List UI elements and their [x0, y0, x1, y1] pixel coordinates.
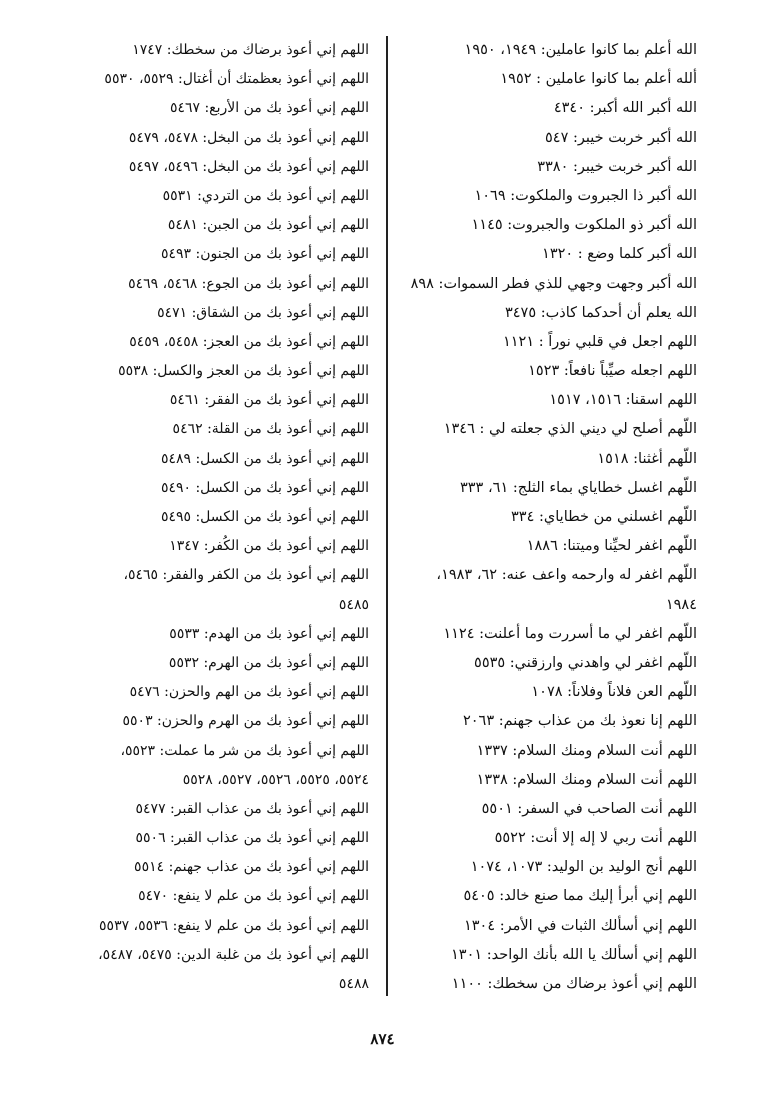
index-entry: الله أكبر وجهت وجهي للذي فطر السموات: ٨٩٨: [410, 275, 697, 292]
index-entry: اللهم اجعل في قلبي نوراً : ١١٢١: [502, 333, 697, 350]
index-entry: اللهم أنت السلام ومنك السلام: ١٣٣٨: [476, 771, 697, 788]
index-entry: اللّهم اغفر لي واهدني وارزقني: ٥٥٣٥: [474, 654, 697, 671]
index-entry: اللهم إني أعوذ بك من عذاب القبر: ٥٥٠٦: [135, 830, 369, 847]
index-entry: اللهم إني أعوذ بك من الفقر: ٥٤٦١: [169, 392, 369, 409]
index-entry: اللهم إني أعوذ بك من عذاب القبر: ٥٤٧٧: [135, 800, 369, 817]
index-entry: اللهم إني أبرأ إليك مما صنع خالد: ٥٤٠٥: [463, 888, 697, 905]
index-entry: اللهم إني أعوذ بك من الكسل: ٥٤٨٩: [160, 450, 369, 467]
column-divider: [386, 36, 388, 996]
index-entry: اللهم إني أعوذ بك من القلة: ٥٤٦٢: [172, 421, 369, 438]
index-column-left: [39, 36, 369, 999]
index-entry: اللهم إني أعوذ بك من العجز: ٥٤٥٨، ٥٤٥٩: [129, 333, 369, 350]
index-entry: الله أكبر ذا الجبروت والملكوت: ١٠٦٩: [474, 187, 697, 204]
index-entry: اللّهم أغثنا: ١٥١٨: [597, 450, 697, 467]
index-entry: اللهم أنج الوليد بن الوليد: ١٠٧٣، ١٠٧٤: [470, 859, 697, 876]
index-entry: اللّهم اغسل خطاياي بماء الثلج: ٦١، ٣٣٣: [459, 479, 697, 496]
page-number: ٨٧٤: [370, 1030, 395, 1048]
index-entry: اللهم إني أعوذ بك من الكسل: ٥٤٩٥: [160, 509, 369, 525]
index-entry: اللهم إني أعوذ بك من الهرم والحزن: ٥٥٠٣: [122, 713, 369, 730]
index-entry: اللهم أنت الصاحب في السفر: ٥٥٠١: [481, 800, 697, 817]
index-entry: اللهم إني أعوذ بك من علم لا ينفع: ٥٤٧٠: [138, 888, 369, 905]
index-entry: اللهم إني أعوذ بك من الهدم: ٥٥٣٣: [169, 625, 369, 642]
index-entry: الله أعلم بما كانوا عاملين: ١٩٤٩، ١٩٥٠: [464, 42, 697, 58]
index-entry: اللهم إني أعوذ بك من الجوع: ٥٤٦٨، ٥٤٦٩: [128, 275, 369, 292]
index-entry: اللهم إني أعوذ بك من الكسل: ٥٤٩٠: [160, 479, 369, 496]
index-entry: اللهم إني أعوذ بك من الجنون: ٥٤٩٣: [160, 246, 369, 263]
index-entry: ١٩٨٤: [665, 596, 697, 613]
index-entry: ألله أعلم بما كانوا عاملين : ١٩٥٢: [500, 71, 697, 88]
index-entry: اللّهم أصلح لي ديني الذي جعلته لي : ١٣٤٦: [443, 421, 697, 438]
index-entry: ٥٥٢٤، ٥٥٢٥، ٥٥٢٦، ٥٥٢٧، ٥٥٢٨: [182, 771, 369, 788]
index-entry: الله أكبر كلما وضع : ١٣٢٠: [542, 246, 697, 263]
index-entry: اللهم إني أسألك يا الله بأنك الواحد: ١٣٠١: [451, 946, 697, 963]
index-entry: الله أكبر الله أكبر: ٤٣٤٠: [553, 100, 697, 117]
index-entry: اللهم إني أعوذ بك من الجبن: ٥٤٨١: [167, 217, 369, 234]
index-entry: الله أكبر خربت خيبر: ٣٣٨٠: [537, 158, 697, 175]
index-entry: الله يعلم أن أحدكما كاذب: ٣٤٧٥: [504, 304, 697, 321]
index-entry: الله أكبر ذو الملكوت والجبروت: ١١٤٥: [471, 217, 697, 234]
index-column-right: [385, 36, 697, 999]
index-entry: اللهم أنت السلام ومنك السلام: ١٣٣٧: [476, 742, 697, 759]
index-entry: اللهم إني أعوذ بك من العجز والكسل: ٥٥٣٨: [118, 363, 369, 380]
index-entry: اللّهم اغفر لحيِّنا وميتنا: ١٨٨٦: [526, 538, 697, 555]
index-entry: اللهم إني أعوذ بك من علم لا ينفع: ٥٥٣٦، ٥٥٣٧: [99, 917, 369, 934]
index-entry: اللهم إني أعوذ بك من الشقاق: ٥٤٧١: [157, 304, 369, 321]
index-entry: اللهم إني أعوذ بعظمتك أن أغتال: ٥٥٢٩، ٥٥٣٠: [104, 71, 369, 88]
index-entry: اللّهم العن فلاناً وفلاناً: ١٠٧٨: [531, 684, 697, 701]
index-entry: اللهم إني أعوذ بك من الكفر والفقر: ٥٤٦٥،: [123, 567, 369, 584]
index-entry: اللهم إني أعوذ بك من الهرم: ٥٥٣٢: [168, 654, 369, 671]
index-entry: اللهم إني أعوذ بك من البخل: ٥٤٧٨، ٥٤٧٩: [128, 129, 369, 146]
index-entry: اللّهم اغفر لي ما أسررت وما أعلنت: ١١٢٤: [443, 625, 697, 642]
index-entry: اللهم إني أعوذ بك من عذاب جهنم: ٥٥١٤: [134, 859, 369, 876]
index-entry: اللهم إني أعوذ بك من الهم والحزن: ٥٤٧٦: [129, 684, 369, 701]
index-entry: اللهم إني أسألك الثبات في الأمر: ١٣٠٤: [463, 917, 697, 934]
index-entry: اللهم إنا نعوذ بك من عذاب جهنم: ٢٠٦٣: [462, 713, 697, 730]
index-entry: اللهم إني أعوذ بك من الأربع: ٥٤٦٧: [169, 100, 369, 117]
index-entry: اللّهم اغفر له وارحمه واعف عنه: ٦٢، ١٩٨٣،: [436, 567, 697, 584]
index-entry: اللّهم اغسلني من خطاياي: ٣٣٤: [511, 509, 697, 525]
index-entry: اللهم أنت ربي لا إله إلا أنت: ٥٥٢٢: [494, 830, 697, 847]
index-entry: اللهم إني أعوذ برضاك من سخطك: ١٧٤٧: [132, 42, 369, 58]
index-entry: ٥٤٨٥: [338, 596, 369, 613]
index-entry: اللهم إني أعوذ بك من شر ما عملت: ٥٥٢٣،: [120, 742, 369, 759]
index-entry: اللهم إني أعوذ بك من التردي: ٥٥٣١: [162, 187, 369, 204]
index-entry: اللهم إني أعوذ بك من البخل: ٥٤٩٦، ٥٤٩٧: [128, 158, 369, 175]
index-entry: اللهم اجعله صيِّباً نافعاً: ١٥٢٣: [528, 363, 697, 380]
index-entry: اللهم إني أعوذ بك من الكُفر: ١٣٤٧: [169, 538, 369, 555]
index-entry: اللهم إني أعوذ بك من غلبة الدين: ٥٤٧٥، ٥٤٨٧،: [98, 946, 369, 963]
index-entry: اللهم إني أعوذ برضاك من سخطك: ١١٠٠: [451, 976, 697, 992]
index-entry: الله أكبر خربت خيبر: ٥٤٧: [545, 129, 697, 146]
index-entry: ٥٤٨٨: [338, 976, 369, 992]
index-entry: اللهم اسقنا: ١٥١٦، ١٥١٧: [549, 392, 697, 409]
